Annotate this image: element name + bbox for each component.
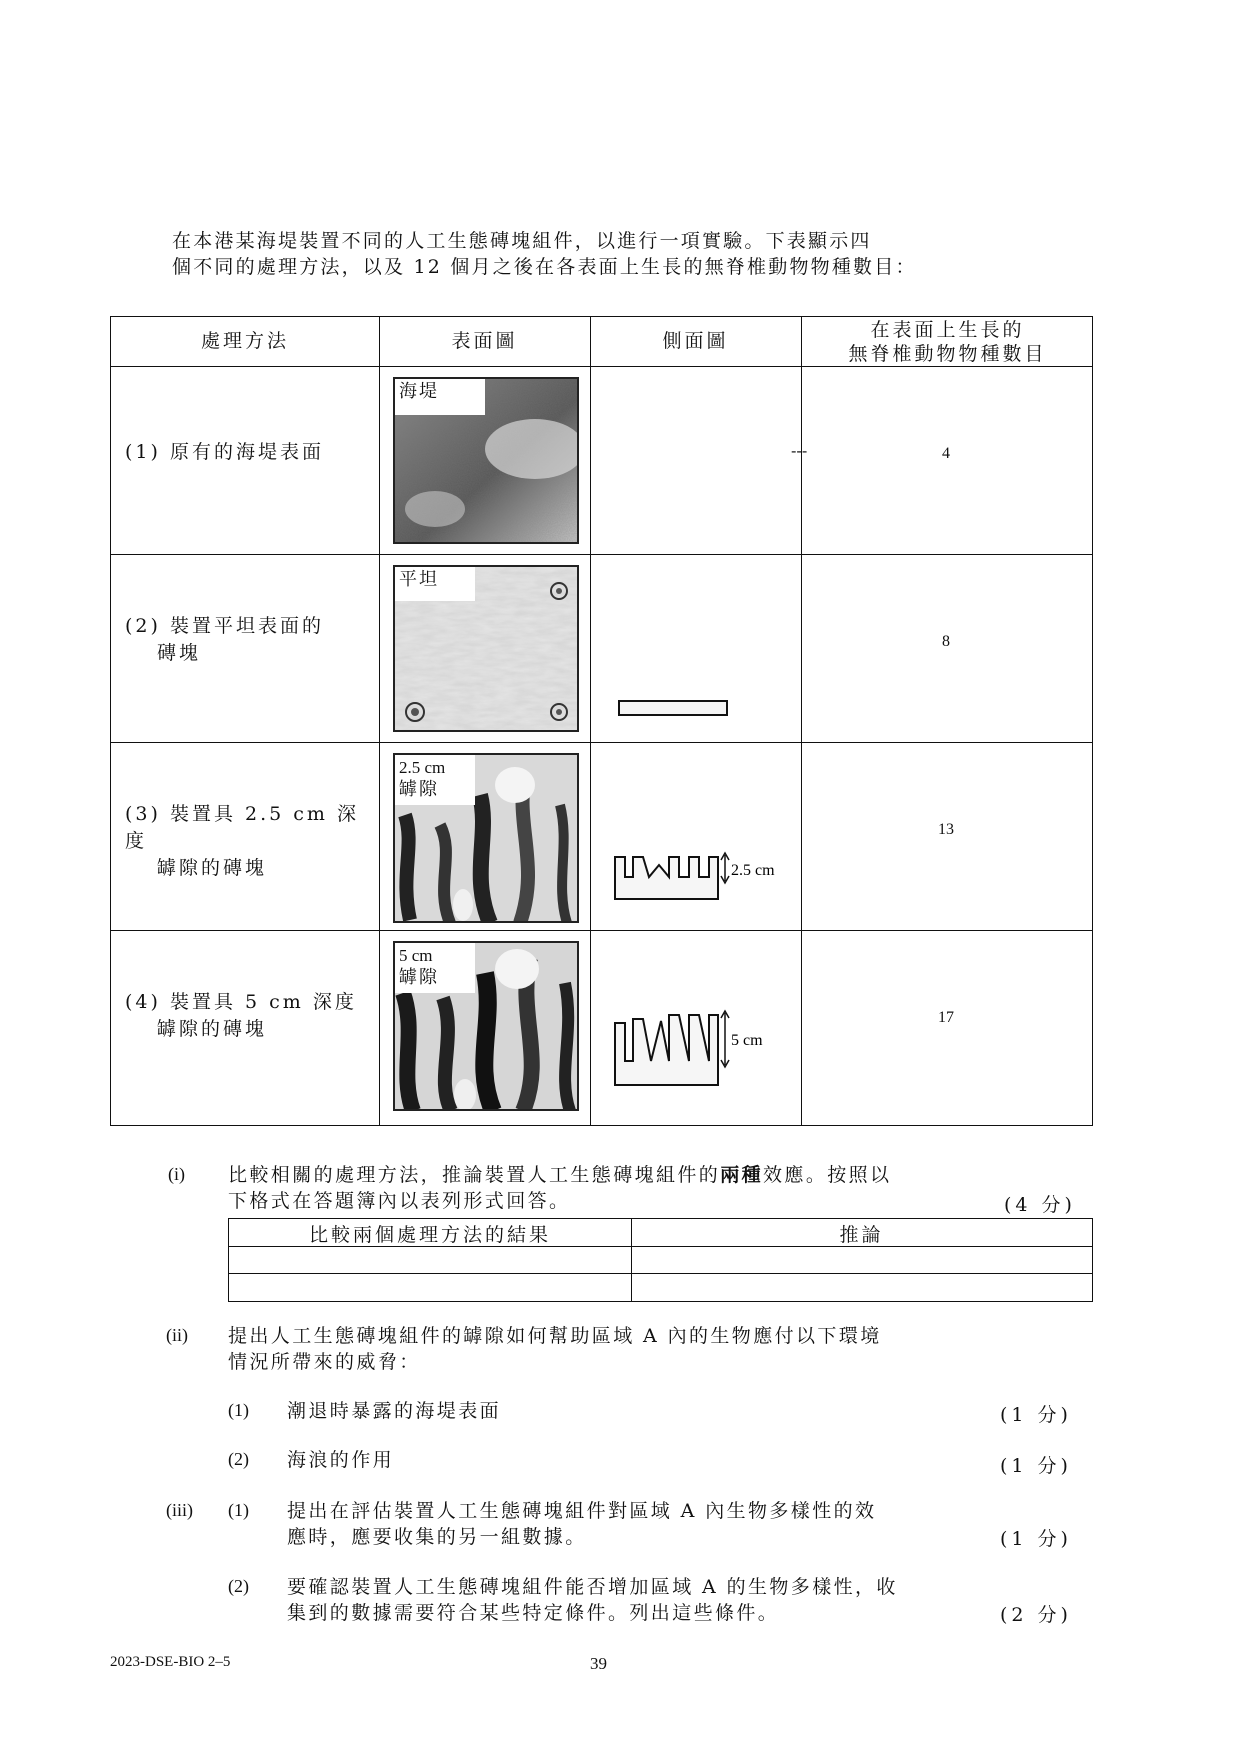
photo-label-5cm — [395, 943, 475, 993]
question-ii-1-number: (1) — [228, 1400, 249, 1420]
header-method: 處理方法 — [200, 330, 289, 352]
question-ii-2-marks: (1 分) — [1000, 1455, 1072, 1477]
photo-label-2-5cm-size: 2.5 cm — [399, 758, 446, 777]
row-4-label-text-2: 罅隙的磚塊 — [157, 1018, 268, 1040]
question-i-marks: (4 分) — [1004, 1194, 1076, 1216]
answer-header-result: 比較兩個處理方法的結果 — [308, 1224, 551, 1246]
side-dimension-2-5cm: 2.5 cm — [731, 862, 775, 879]
photo-label-seawall: 海堤 — [395, 379, 485, 415]
question-i-line-1b: 效應。按照以 — [763, 1164, 892, 1186]
row-2-label-text: (2) 裝置平坦表面的 — [125, 615, 324, 637]
side-dimension-5cm: 5 cm — [731, 1032, 763, 1049]
question-ii-2-number: (2) — [228, 1449, 249, 1469]
question-iii-1-text — [287, 1498, 1087, 1550]
question-iii-2-line-1: 要確認裝置人工生態磚塊組件能否增加區域 A 的生物多樣性，收 — [287, 1576, 898, 1598]
question-ii-2-text: 海浪的作用 — [287, 1449, 395, 1471]
question-iii-1-line-2: 應時，應要收集的另一組數據。 — [287, 1526, 587, 1548]
row-2-label-text-2: 磚塊 — [157, 642, 202, 664]
crevice-2-5cm-photo — [393, 753, 579, 923]
photo-label-2-5cm-crevice: 罅隙 — [399, 779, 439, 800]
table-divider — [801, 317, 802, 1125]
intro-line-2: 個不同的處理方法，以及 12 個月之後在各表面上生長的無脊椎動物物種數目： — [172, 256, 917, 278]
side-view-none: --- — [791, 441, 808, 460]
question-iii-2-marks: (2 分) — [1000, 1604, 1072, 1626]
photo-label-5cm-crevice: 罅隙 — [399, 967, 439, 988]
footer-exam-code: 2023-DSE-BIO 2–5 — [110, 1654, 231, 1670]
seawall-surface-photo — [393, 377, 579, 544]
intro-paragraph — [172, 228, 1072, 280]
flat-tile-side-view — [611, 697, 731, 721]
question-i-line-1 — [228, 1162, 1098, 1188]
treatment-table — [110, 316, 1093, 1126]
table-divider — [111, 742, 1092, 743]
crevice-2-5cm-side-view — [603, 847, 793, 907]
table-divider — [111, 930, 1092, 931]
row-4-label-text: (4) 裝置具 5 cm 深度 — [125, 991, 357, 1013]
species-count-2: 8 — [942, 633, 950, 650]
row-2-label — [125, 613, 365, 667]
question-iii-1-number: (1) — [228, 1500, 249, 1520]
answer-table-divider — [229, 1273, 1092, 1274]
row-4-label — [125, 989, 365, 1043]
question-i-text — [228, 1162, 1098, 1214]
header-count-line-2: 無脊椎動物物種數目 — [848, 343, 1047, 365]
footer-page-number: 39 — [590, 1654, 607, 1673]
table-divider — [111, 554, 1092, 555]
crevice-5cm-photo — [393, 941, 579, 1111]
crevice-5cm-side-view — [603, 1003, 793, 1093]
photo-label-2-5cm — [395, 755, 475, 805]
table-divider — [379, 317, 380, 1125]
row-1-label — [125, 439, 365, 466]
species-count-4: 17 — [938, 1009, 954, 1026]
question-iii-number: (iii) — [166, 1500, 193, 1520]
table-divider — [590, 317, 591, 1125]
header-side: 側面圖 — [662, 330, 729, 352]
answer-format-table — [228, 1218, 1093, 1302]
photo-label-5cm-size: 5 cm — [399, 946, 433, 965]
row-3-label-text-2: 罅隙的磚塊 — [157, 857, 268, 879]
question-iii-2-line-2: 集到的數據需要符合某些特定條件。列出這些條件。 — [287, 1602, 780, 1624]
question-ii-1-marks: (1 分) — [1000, 1404, 1072, 1426]
answer-header-inference: 推論 — [839, 1224, 884, 1246]
question-i-number: (i) — [168, 1164, 185, 1184]
question-i-line-1a: 比較相關的處理方法，推論裝置人工生態磚塊組件的 — [228, 1164, 721, 1186]
species-count-3: 13 — [938, 821, 954, 838]
row-3-label — [125, 801, 365, 882]
header-count — [801, 318, 1094, 366]
question-iii-2-number: (2) — [228, 1576, 249, 1596]
row-3-label-text: (3) 裝置具 2.5 cm 深度 — [125, 803, 359, 852]
question-ii-text — [228, 1323, 1098, 1375]
flat-tile-photo — [393, 565, 579, 732]
header-count-line-1: 在表面上生長的 — [870, 319, 1025, 341]
intro-line-1: 在本港某海堤裝置不同的人工生態磚塊組件，以進行一項實驗。下表顯示四 — [172, 230, 872, 252]
row-1-label-text: (1) 原有的海堤表面 — [125, 441, 324, 463]
question-i-line-2: 下格式在答題簿內以表列形式回答。 — [228, 1190, 571, 1212]
header-surface: 表面圖 — [451, 330, 518, 352]
question-i-bold: 兩種 — [720, 1164, 764, 1186]
question-ii-1-text: 潮退時暴露的海堤表面 — [287, 1400, 502, 1422]
question-ii-line-1: 提出人工生態磚塊組件的罅隙如何幫助區域 A 內的生物應付以下環境 — [228, 1325, 882, 1347]
question-iii-1-marks: (1 分) — [1000, 1528, 1072, 1550]
question-ii-number: (ii) — [166, 1325, 188, 1345]
photo-label-flat: 平坦 — [395, 567, 475, 601]
question-iii-2-text — [287, 1574, 1087, 1626]
species-count-1: 4 — [942, 445, 950, 462]
question-ii-line-2: 情況所帶來的威脅： — [228, 1351, 421, 1373]
table-divider — [111, 366, 1092, 367]
question-iii-1-line-1: 提出在評估裝置人工生態磚塊組件對區域 A 內生物多樣性的效 — [287, 1500, 877, 1522]
